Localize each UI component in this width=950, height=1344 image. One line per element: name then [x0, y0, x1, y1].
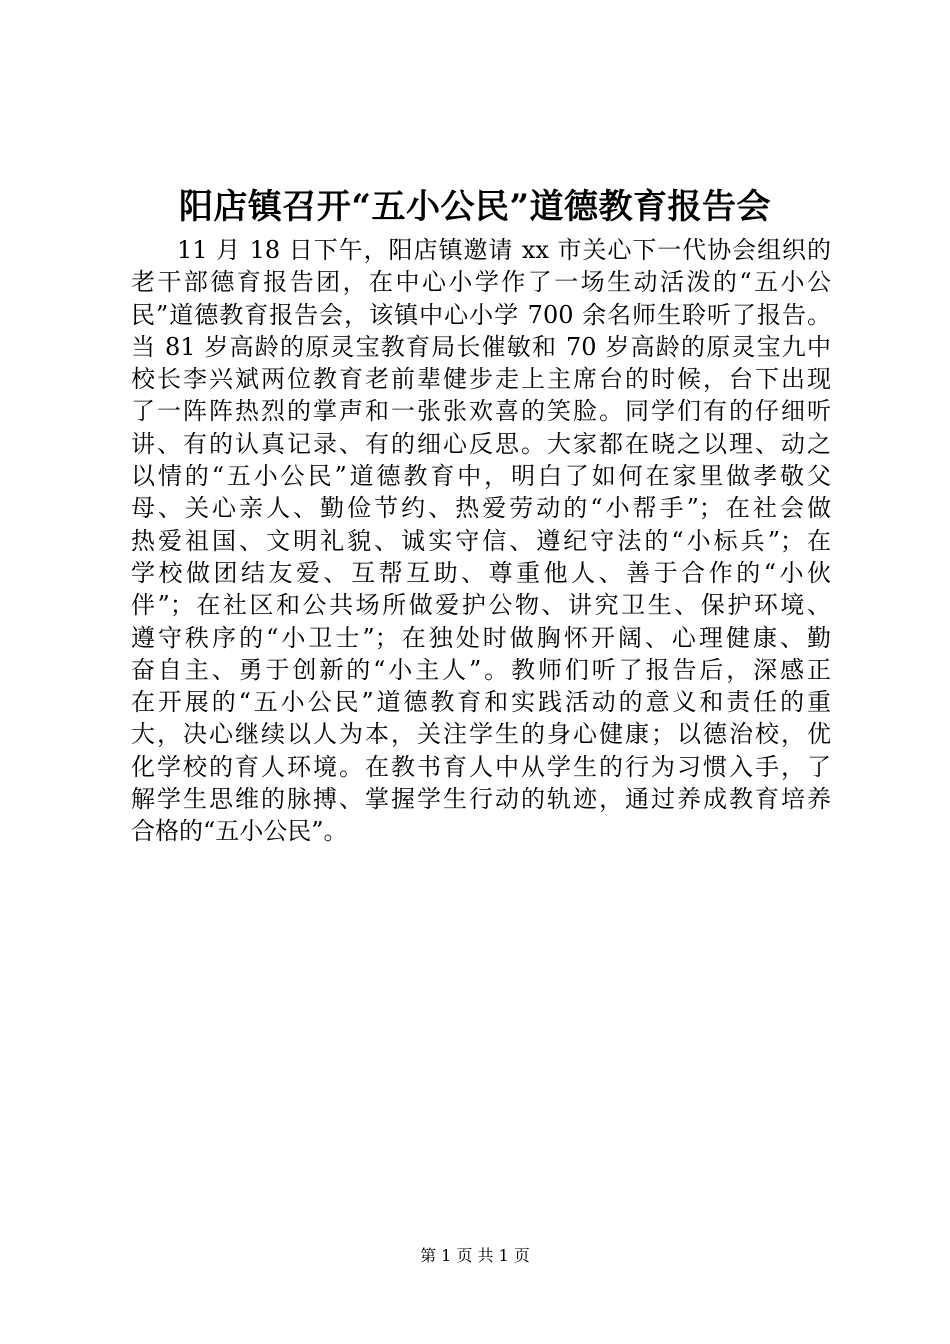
- paragraph-line: 以情的“五小公民”道德教育中，明白了如何在家里做孝敬父: [131, 462, 831, 491]
- paragraph-line: 了一阵阵热烈的掌声和一张张欢喜的笑脸。同学们有的仔细听: [131, 397, 831, 426]
- paragraph-line: 解学生思维的脉搏、掌握学生行动的轨迹，通过养成教育培养: [131, 785, 831, 814]
- page-number: 第 1 页 共 1 页: [420, 1246, 530, 1265]
- paragraph-line: 校长李兴斌两位教育老前辈健步走上主席台的时候，台下出现: [131, 365, 831, 394]
- paragraph-line: 化学校的育人环境。在教书育人中从学生的行为习惯入手，了: [131, 752, 831, 781]
- paragraph-line: 当 81 岁高龄的原灵宝教育局长催敏和 70 岁高龄的原灵宝九中: [131, 332, 831, 361]
- paragraph-line: 在开展的“五小公民”道德教育和实践活动的意义和责任的重: [131, 688, 831, 717]
- paragraph-line: 热爱祖国、文明礼貌、诚实守信、遵纪守法的“小标兵”；在: [131, 526, 831, 555]
- paragraph-line: 大，决心继续以人为本，关注学生的身心健康；以德治校，优: [131, 720, 831, 749]
- paragraph-line: 伴”；在社区和公共场所做爱护公物、讲究卫生、保护环境、: [131, 591, 831, 620]
- paragraph-line: 11 月 18 日下午，阳店镇邀请 xx 市关心下一代协会组织的: [177, 236, 831, 264]
- paragraph-line: 民”道德教育报告会，该镇中心小学 700 余名师生聆听了报告。: [131, 300, 831, 329]
- paragraph-line: 遵守秩序的“小卫士”；在独处时做胸怀开阔、心理健康、勤: [131, 623, 831, 652]
- paragraph-line: 母、关心亲人、勤俭节约、热爱劳动的“小帮手”；在社会做: [131, 494, 831, 523]
- body-paragraph: [131, 234, 831, 848]
- document-title: 阳店镇召开“五小公民”道德教育报告会: [178, 187, 772, 227]
- paragraph-line: 学校做团结友爱、互帮互助、尊重他人、善于合作的“小伙: [131, 558, 831, 587]
- paragraph-line: 讲、有的认真记录、有的细心反思。大家都在晓之以理、动之: [131, 429, 831, 458]
- paragraph-line: 合格的“五小公民”。: [131, 817, 348, 846]
- paragraph-line: 奋自主、勇于创新的“小主人”。教师们听了报告后，深感正: [131, 655, 831, 684]
- paragraph-line: 老干部德育报告团，在中心小学作了一场生动活泼的“五小公: [131, 268, 831, 297]
